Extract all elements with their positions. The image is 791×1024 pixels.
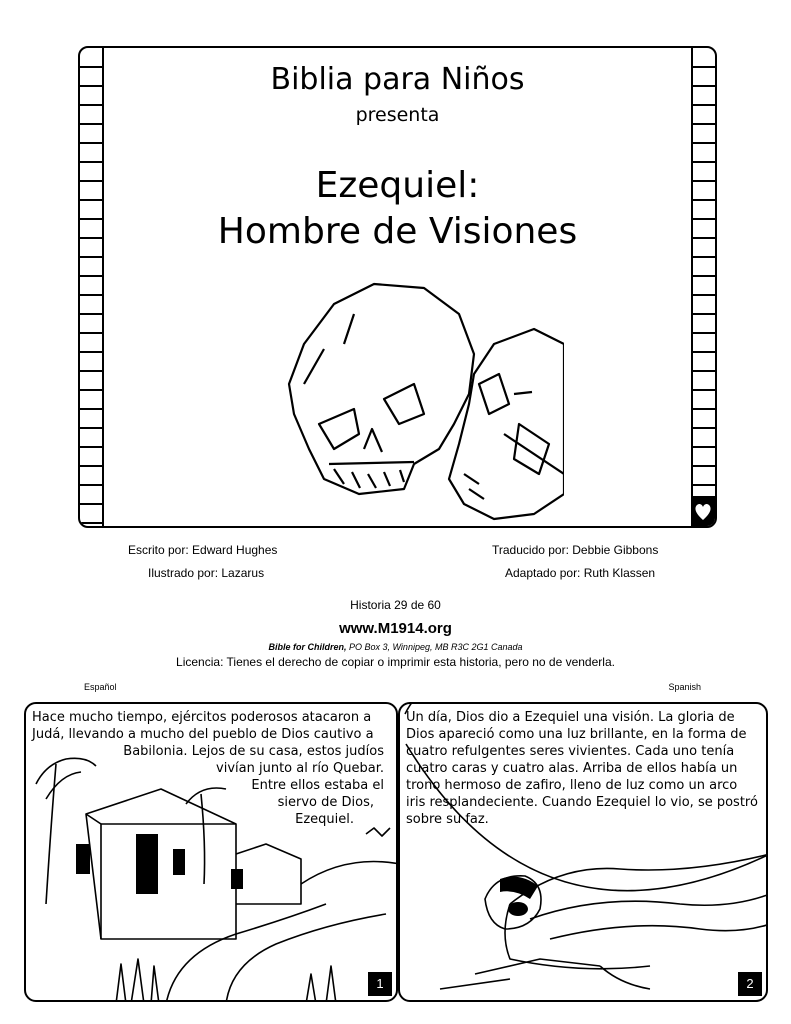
film-hole — [80, 66, 102, 68]
film-hole — [80, 351, 102, 353]
film-hole — [80, 142, 102, 144]
film-hole — [80, 427, 102, 429]
film-hole — [693, 237, 715, 239]
film-hole — [693, 256, 715, 258]
film-hole — [80, 484, 102, 486]
film-hole — [693, 85, 715, 87]
film-hole — [80, 408, 102, 410]
panel1-line-5: Entre ellos estaba el — [251, 778, 384, 793]
film-hole — [693, 123, 715, 125]
film-hole — [693, 161, 715, 163]
series-title: Biblia para Niños — [270, 62, 525, 97]
story-panel-2 — [398, 702, 768, 1002]
page-number-2: 2 — [738, 972, 762, 996]
illustrated-by: Ilustrado por: Lazarus — [148, 566, 265, 580]
language-left: Español — [84, 682, 117, 692]
publisher-name: Bible for Children, — [268, 642, 347, 652]
film-hole — [80, 123, 102, 125]
film-hole — [80, 218, 102, 220]
page-number-1: 1 — [368, 972, 392, 996]
translated-by: Traducido por: Debbie Gibbons — [492, 543, 659, 557]
film-hole — [693, 484, 715, 486]
license-text: Licencia: Tienes el derecho de copiar o imprimir esta historia, pero no de venderla. — [176, 655, 615, 669]
film-hole — [693, 427, 715, 429]
film-hole — [80, 389, 102, 391]
film-strip-left — [80, 48, 104, 526]
film-hole — [693, 294, 715, 296]
panel1-line-7: Ezequiel. — [295, 812, 354, 827]
skulls-illustration — [264, 274, 564, 524]
film-hole — [80, 313, 102, 315]
publisher-address-rest: PO Box 3, Winnipeg, MB R3C 2G1 Canada — [346, 642, 523, 652]
story-number: Historia 29 de 60 — [350, 598, 441, 612]
film-hole — [693, 199, 715, 201]
cover-content — [104, 48, 691, 526]
cover-frame — [78, 46, 717, 528]
film-hole — [693, 465, 715, 467]
film-hole — [80, 275, 102, 277]
film-hole — [693, 389, 715, 391]
film-hole — [80, 503, 102, 505]
film-hole — [693, 66, 715, 68]
film-hole — [80, 85, 102, 87]
panel1-line-4: vivían junto al río Quebar. — [216, 761, 384, 776]
panel1-line-1: Hace mucho tiempo, ejércitos poderosos atacaron a — [32, 710, 372, 725]
story-title-line2: Hombre de Visiones — [217, 211, 578, 252]
publisher-address — [0, 642, 791, 652]
panel1-line-6: siervo de Dios, — [277, 795, 374, 810]
film-hole — [80, 161, 102, 163]
film-hole — [693, 313, 715, 315]
film-hole — [693, 446, 715, 448]
film-hole — [80, 199, 102, 201]
panel1-line-3: Babilonia. Lejos de su casa, estos judíos — [123, 744, 384, 759]
story-title-line1: Ezequiel: — [315, 165, 480, 206]
film-hole — [693, 218, 715, 220]
film-hole — [693, 370, 715, 372]
presents-text: presenta — [355, 104, 440, 126]
panel1-line-2: Judá, llevando a mucho del pueblo de Dios cautivo a — [32, 727, 374, 742]
film-hole — [693, 351, 715, 353]
language-right: Spanish — [668, 682, 701, 692]
story-panel-1 — [24, 702, 398, 1002]
film-hole — [693, 275, 715, 277]
panel1-text — [32, 709, 388, 828]
film-hole — [80, 522, 102, 524]
film-strip-right — [691, 48, 715, 526]
film-hole — [80, 294, 102, 296]
film-hole — [80, 370, 102, 372]
panel2-text: Un día, Dios dio a Ezequiel una visión. La gloria de Dios apareció como una luz brillante, en la forma de cuatro refulgentes seres vivientes. Cada uno tenía cuatro caras y cuatro alas. Arriba de ellos había un trono hermoso de zafiro, lleno de luz como un arco iris resplandeciente. Cuando Ezequiel lo vio, se postró sobre su faz. — [406, 710, 758, 827]
film-hole — [80, 237, 102, 239]
film-hole — [693, 408, 715, 410]
film-hole — [80, 180, 102, 182]
film-hole — [80, 332, 102, 334]
film-hole — [693, 104, 715, 106]
written-by: Escrito por: Edward Hughes — [128, 543, 278, 557]
website-link[interactable]: www.M1914.org — [339, 620, 452, 637]
heart-icon — [691, 496, 715, 526]
film-hole — [80, 465, 102, 467]
adapted-by: Adaptado por: Ruth Klassen — [505, 566, 656, 580]
film-hole — [80, 446, 102, 448]
film-hole — [693, 332, 715, 334]
film-hole — [693, 180, 715, 182]
film-hole — [693, 142, 715, 144]
film-hole — [80, 104, 102, 106]
film-hole — [80, 256, 102, 258]
